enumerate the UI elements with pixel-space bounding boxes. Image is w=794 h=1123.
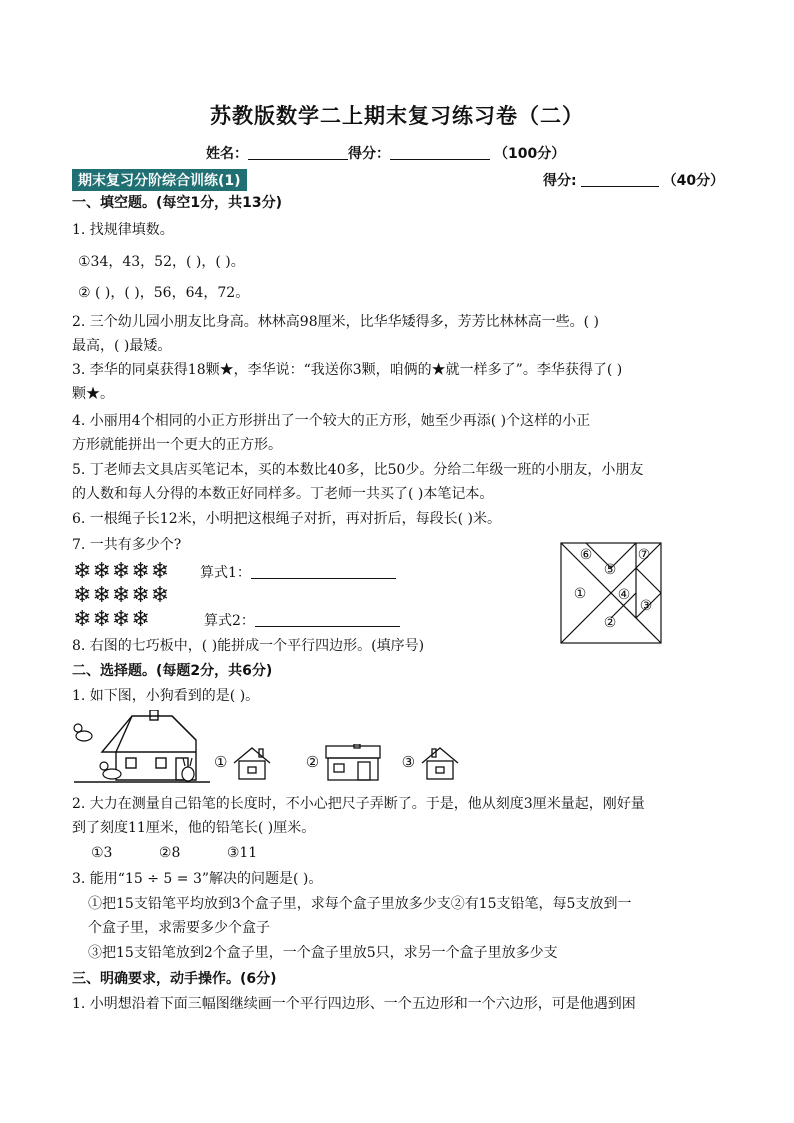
q1-3-line2: 颗★。 bbox=[72, 386, 114, 402]
q2-1-text: 1. 如下图，小狗看到的是( )。 bbox=[72, 688, 260, 704]
tangram-figure bbox=[560, 542, 662, 644]
snowflake-icon: ❄ bbox=[111, 583, 132, 608]
snowflake-icon: ❄ bbox=[92, 607, 112, 632]
q2-3-option3[interactable]: ③把15支铅笔放到2个盒子里，一个盒子里放5只，求另一个盒子里放多少支 bbox=[88, 945, 558, 961]
q2-1-options bbox=[214, 744, 460, 782]
q1-5-line1: 5. 丁老师去文具店买笔记本，买的本数比40多，比50少。分给二年级一班的小朋友，小朋友 bbox=[72, 462, 644, 478]
page-title: 苏教版数学二上期末复习练习卷（二） bbox=[210, 104, 584, 128]
snowflake-icon: ❄ bbox=[150, 583, 171, 608]
q1-1-text: 1. 找规律填数。 bbox=[72, 222, 174, 238]
name-label: 姓名： bbox=[206, 146, 248, 162]
section3-heading: 三、明确要求，动手操作。(6分) bbox=[72, 971, 277, 987]
tangram-label-3: ③ bbox=[639, 598, 653, 614]
score-label: 得分： bbox=[348, 146, 390, 162]
formula2 bbox=[204, 611, 400, 631]
option-2-label[interactable]: ② bbox=[305, 753, 320, 771]
tangram-label-5: ⑤ bbox=[603, 562, 617, 578]
snowflake-row-2 bbox=[73, 584, 170, 608]
q2-2-line1: 2. 大力在测量自己铅笔的长度时，不小心把尺子弄断了。于是，他从刻度3厘米量起，刚好量 bbox=[72, 796, 645, 812]
option-1-label[interactable]: ① bbox=[214, 753, 228, 771]
q1-5-line2: 的人数和每人分得的本数正好同样多。丁老师一共买了( )本笔记本。 bbox=[72, 486, 494, 502]
q1-4-line2: 方形就能拼出一个更大的正方形。 bbox=[72, 437, 282, 453]
q2-2-line2: 到了刻度11厘米，他的铅笔长( )厘米。 bbox=[72, 820, 316, 836]
snowflake-group bbox=[73, 560, 170, 632]
tangram-label-1: ① bbox=[573, 586, 587, 602]
snowflake-icon: ❄ bbox=[92, 559, 112, 584]
snowflake-icon: ❄ bbox=[73, 559, 93, 584]
name-blank[interactable] bbox=[248, 145, 348, 160]
snowflake-icon: ❄ bbox=[92, 583, 112, 608]
section2-heading: 二、选择题。(每题2分，共6分) bbox=[72, 663, 273, 679]
tangram-label-6: ⑥ bbox=[579, 547, 593, 563]
snowflake-icon: ❄ bbox=[131, 559, 151, 584]
section1-heading: 一、填空题。(每空1分，共13分) bbox=[72, 195, 283, 211]
q1-1a-text: ①34，43，52，( )，( )。 bbox=[78, 254, 245, 270]
house-option-3-icon[interactable] bbox=[420, 745, 460, 781]
option-a[interactable]: ①3 bbox=[91, 845, 113, 861]
q1-3-line1: 3. 李华的同桌获得18颗★，李华说：“我送你3颗，咱俩的★就一样多了”。李华获得了( ) bbox=[72, 362, 623, 378]
formula1 bbox=[200, 563, 396, 583]
part1-score-blank[interactable] bbox=[581, 172, 659, 187]
dog-icon bbox=[100, 762, 121, 779]
q1-4-line1: 4. 小丽用4个相同的小正方形拼出了一个较大的正方形，她至少再添( )个这样的小正 bbox=[72, 413, 591, 429]
q1-6-text: 6. 一根绳子长12米，小明把这根绳子对折，再对折后，每段长( )米。 bbox=[72, 511, 501, 527]
tangram-label-4: ④ bbox=[617, 587, 631, 603]
snowflake-icon: ❄ bbox=[131, 607, 151, 632]
q2-3-text: 3. 能用“15 ÷ 5 = 3”解决的问题是( )。 bbox=[72, 871, 323, 887]
house-option-1-icon[interactable] bbox=[232, 745, 272, 781]
score-blank[interactable] bbox=[390, 145, 490, 160]
tangram-label-2: ② bbox=[603, 615, 617, 631]
snowflake-row-1 bbox=[73, 560, 170, 584]
option-b[interactable]: ②8 bbox=[158, 845, 181, 861]
formula2-blank[interactable] bbox=[255, 612, 400, 627]
snowflake-icon: ❄ bbox=[73, 583, 93, 608]
header-info bbox=[206, 143, 565, 163]
q1-8-text: 8. 右图的七巧板中，( )能拼成一个平行四边形。(填序号) bbox=[72, 638, 425, 654]
dog-icon bbox=[74, 724, 92, 741]
snowflake-icon: ❄ bbox=[111, 559, 132, 584]
snowflake-row-3 bbox=[73, 608, 170, 632]
tangram-label-7: ⑦ bbox=[637, 547, 651, 563]
snowflake-icon: ❄ bbox=[111, 607, 132, 632]
q1-7-text: 7. 一共有多少个? bbox=[72, 537, 182, 553]
q1-2-line1: 2. 三个幼儿园小朋友比身高。林林高98厘米，比华华矮得多，芳芳比林林高一些。( ) bbox=[72, 314, 599, 330]
formula1-label: 算式1： bbox=[200, 565, 251, 581]
formula1-blank[interactable] bbox=[251, 564, 396, 579]
q3-1-text: 1. 小明想沿着下面三幅图继续画一个平行四边形、一个五边形和一个六边形，可是他遇到困 bbox=[72, 996, 636, 1012]
house-option-2-icon[interactable] bbox=[324, 744, 382, 782]
snowflake-icon: ❄ bbox=[73, 607, 93, 632]
option-3-label[interactable]: ③ bbox=[401, 753, 416, 771]
part1-score-total: （40分） bbox=[662, 173, 725, 189]
snowflake-icon: ❄ bbox=[131, 583, 151, 608]
part1-score bbox=[543, 170, 724, 190]
section-tag: 期末复习分阶综合训练(1) bbox=[72, 169, 247, 191]
house-scene-image bbox=[72, 710, 212, 786]
snowflake-icon: ❄ bbox=[150, 559, 171, 584]
q2-2-options bbox=[91, 845, 257, 861]
option-c[interactable]: ③11 bbox=[226, 845, 258, 861]
q1-2-line2: 最高，( )最矮。 bbox=[72, 338, 172, 354]
q1-1b-text: ② ( )，( )，56，64，72。 bbox=[78, 285, 250, 301]
q2-3-option1[interactable]: ①把15支铅笔平均放到3个盒子里，求每个盒子里放多少支②有15支铅笔，每5支放到一 bbox=[88, 896, 632, 912]
formula2-label: 算式2： bbox=[204, 613, 255, 629]
total-score: （100分） bbox=[494, 146, 566, 162]
q2-3-option1-cont[interactable]: 个盒子里，求需要多少个盒子 bbox=[88, 920, 270, 936]
part1-score-label: 得分: bbox=[543, 173, 577, 189]
